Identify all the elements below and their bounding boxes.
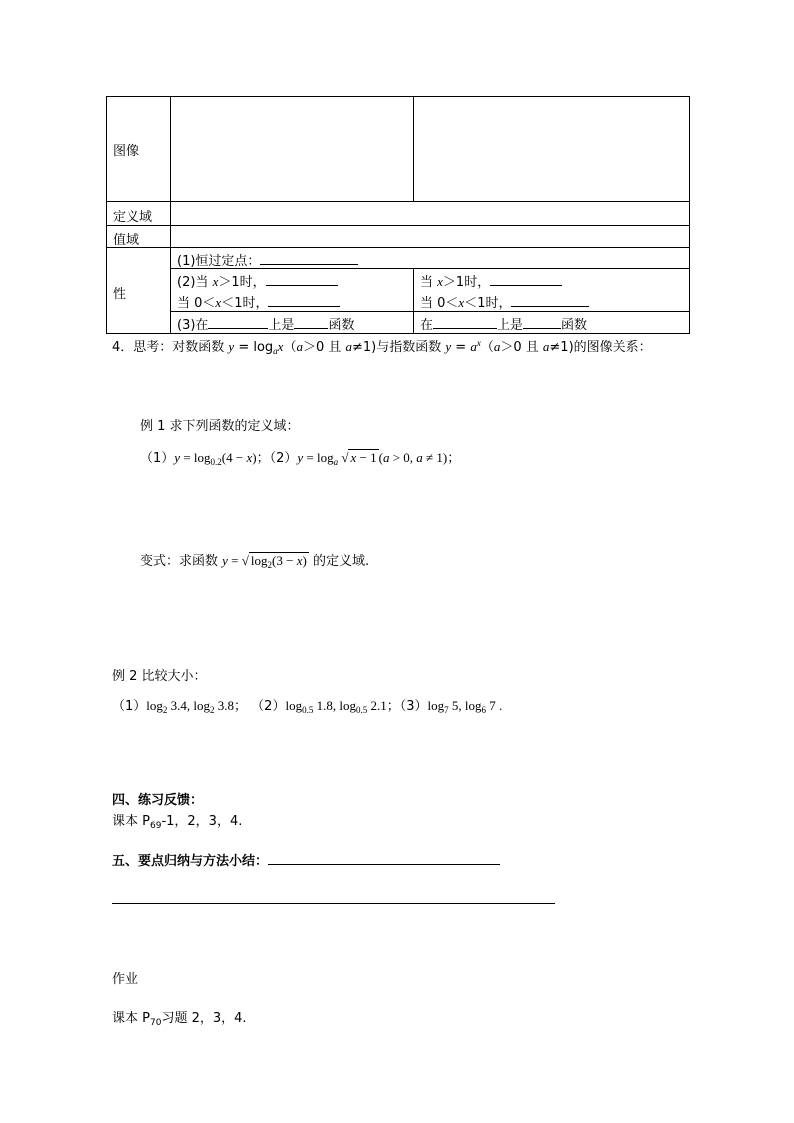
property-sign-left-1: (2)当 x＞1时， (177, 271, 338, 290)
summary-blank[interactable] (268, 852, 500, 865)
row-label-image: 图像 (113, 144, 140, 159)
practice-heading: 四、练习反馈： (112, 793, 204, 808)
row-label-range: 值域 (113, 233, 140, 248)
property-monotonic-right: 在 上是 函数 (420, 318, 588, 333)
fill-blank[interactable] (523, 316, 561, 329)
homework-text: 课本 $P_{70}$习题 2，3，4. (112, 1011, 247, 1028)
fill-blank[interactable] (260, 252, 358, 265)
property-fixed-point-label: (1)恒过定点： (177, 254, 261, 269)
summary-blank-line[interactable] (112, 903, 555, 904)
variant-question: 变式：求函数 y = √ $\log_2(3 - x)$ 的定义域. (140, 553, 370, 570)
table-col-divider (413, 96, 414, 201)
table-border-left (106, 96, 107, 333)
fill-blank[interactable] (266, 273, 338, 286)
property-fixed-point (177, 250, 358, 269)
property-sign-right-1: 当 x＞1时， (420, 271, 562, 290)
practice-text: 课本 $P_{69}-1$，2，3，4. (112, 814, 243, 831)
property-monotonic-left: (3)在 上是 函数 (177, 318, 355, 333)
property-sign-left-2: 当 0＜x＜1时， (177, 292, 340, 311)
fill-blank[interactable] (490, 273, 562, 286)
fill-blank[interactable] (268, 294, 340, 307)
homework-heading: 作业 (112, 972, 139, 987)
example-1-problems: $(1)y = \log_{0.2}(4 - x)$；$(2)y = \log_a$ √ x − 1 (a > 0, a ≠ 1)； (140, 450, 461, 467)
table-border-top (106, 96, 690, 97)
fill-blank[interactable] (294, 316, 328, 329)
table-row-divider (106, 225, 690, 226)
table-col-divider (413, 268, 414, 333)
table-border-right (689, 96, 690, 333)
table-border-bottom (106, 333, 690, 334)
example-2-title: 例 2 比较大小： (112, 669, 207, 684)
row-label-property: 性 (113, 287, 127, 302)
think-question: 4．思考：对数函数 $y = \log_ax(a>0$ 且 a≠1)与指数函数 $y = a^x(a>0$ 且 a≠1)的图像关系： (112, 338, 652, 356)
fill-blank[interactable] (208, 316, 268, 329)
table-col-divider (170, 96, 171, 333)
row-label-domain: 定义域 (113, 210, 153, 225)
example-1-title: 例 1 求下列函数的定义域： (140, 419, 300, 434)
fill-blank[interactable] (433, 316, 497, 329)
fill-blank[interactable] (511, 294, 589, 307)
table-row-divider (170, 311, 690, 312)
table-row-divider (106, 247, 690, 248)
table-row-divider (106, 201, 690, 202)
summary-heading: 五、要点归纳与方法小结： (112, 850, 500, 869)
property-sign-right-2: 当 0＜x＜1时， (420, 292, 589, 311)
example-2-problems: $(1)\log_2$ 3.4, $\log_2 3.8$； $(2)\log_{0.5}$ 1.8, $\log_{0.5} 2.1$；$(3)\log_7$ 5, $\log_6 7$ . (112, 698, 503, 715)
